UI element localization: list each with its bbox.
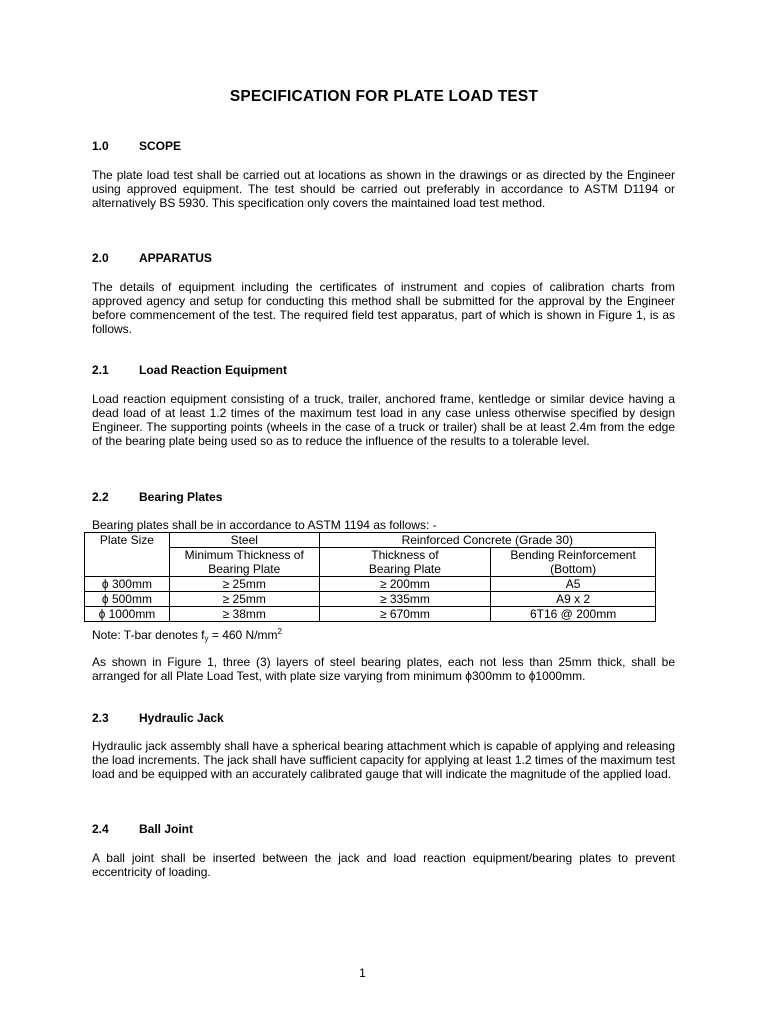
section-number: 2.2 — [92, 490, 109, 504]
hydraulic-jack-paragraph: Hydraulic jack assembly shall have a spherical bearing attachment which is capable of applying and releasing the load increments. The jack shall have sufficient capacity for applying at least 1.2 times of the maximum test load and be equipped with an accurately calibrated gauge that will indicate the magnitude of the applied load. — [92, 739, 675, 781]
table-note — [92, 627, 282, 643]
table-row — [85, 607, 656, 622]
header-bending: Bending Reinforcement — [491, 548, 656, 563]
table-cell: ϕ 300mm — [85, 577, 170, 592]
section-number: 2.3 — [92, 711, 109, 725]
section-heading-hydraulic-jack — [92, 711, 224, 725]
page-number: 1 — [359, 966, 366, 980]
table-subheader-row-2 — [85, 562, 656, 577]
table-cell: A5 — [491, 577, 656, 592]
header-steel: Steel — [169, 533, 319, 548]
load-reaction-paragraph: Load reaction equipment consisting of a truck, trailer, anchored frame, kentledge or similar device having a dead load of at least 1.2 times of the maximum test load in any case unless otherwise specified by design Engineer. The supporting points (wheels in the case of a truck or trailer) shall be at least 2.4m from the edge of the bearing plate being used so as to reduce the influence of the results to a tolerable level. — [92, 392, 675, 448]
section-title: Bearing Plates — [139, 490, 223, 504]
table-cell: ≥ 25mm — [169, 577, 319, 592]
bearing-plate-table — [84, 532, 656, 622]
table-row — [85, 577, 656, 592]
header-plate-size: Plate Size — [85, 533, 170, 548]
header-plate-size-blank — [85, 548, 170, 563]
note-superscript: 2 — [277, 627, 282, 636]
apparatus-paragraph: The details of equipment including the certificates of instrument and copies of calibration charts from approved agency and setup for conducting this method shall be submitted for the approval by the Engineer before commencement of the test. The required field test apparatus, part of which is shown in Figure 1, is as follows. — [92, 280, 675, 336]
note-subscript: y — [204, 634, 209, 643]
section-number: 2.0 — [92, 251, 109, 265]
note-value: = 460 N/mm — [208, 628, 278, 642]
bearing-plates-paragraph: As shown in Figure 1, three (3) layers of steel bearing plates, each not less than 25mm thick, shall be arranged for all Plate Load Test, with plate size varying from minimum ϕ300mm to ϕ1000mm. — [92, 655, 675, 683]
section-title: Load Reaction Equipment — [139, 363, 288, 377]
header-bending-2: (Bottom) — [491, 562, 656, 577]
section-heading-scope — [92, 139, 181, 153]
section-title: SCOPE — [139, 139, 182, 153]
section-heading-ball-joint — [92, 822, 193, 836]
section-number: 2.4 — [92, 822, 109, 836]
section-number: 2.1 — [92, 363, 109, 377]
table-subheader-row — [85, 548, 656, 563]
table-cell: ≥ 38mm — [169, 607, 319, 622]
section-heading-load-reaction — [92, 363, 287, 377]
header-min-thickness-2: Bearing Plate — [169, 562, 319, 577]
bearing-plates-intro: Bearing plates shall be in accordance to ASTM 1194 as follows: - — [92, 518, 437, 532]
document-title: SPECIFICATION FOR PLATE LOAD TEST — [229, 88, 539, 105]
section-heading-apparatus — [92, 251, 212, 265]
header-reinforced-concrete: Reinforced Concrete (Grade 30) — [319, 533, 655, 548]
table-cell: ≥ 335mm — [319, 592, 491, 607]
table-cell: ≥ 670mm — [319, 607, 491, 622]
section-title: Ball Joint — [139, 822, 194, 836]
section-title: APPARATUS — [139, 251, 212, 265]
ball-joint-paragraph: A ball joint shall be inserted between the jack and load reaction equipment/bearing plates to prevent eccentricity of loading. — [92, 851, 675, 879]
note-prefix: Note: T-bar denotes f — [92, 628, 205, 642]
table-cell: ≥ 25mm — [169, 592, 319, 607]
header-plate-size-blank-2 — [85, 562, 170, 577]
table-cell: A9 x 2 — [491, 592, 656, 607]
table-header-row — [85, 533, 656, 548]
table-cell: 6T16 @ 200mm — [491, 607, 656, 622]
section-heading-bearing-plates — [92, 490, 222, 504]
scope-paragraph: The plate load test shall be carried out at locations as shown in the drawings or as directed by the Engineer using approved equipment. The test should be carried out preferably in accordance to ASTM D1194 or alternatively BS 5930. This specification only covers the maintained load test method. — [92, 168, 675, 210]
section-number: 1.0 — [92, 139, 109, 153]
header-min-thickness: Minimum Thickness of — [169, 548, 319, 563]
table-row — [85, 592, 656, 607]
table-cell: ϕ 500mm — [85, 592, 170, 607]
table-cell: ≥ 200mm — [319, 577, 491, 592]
table-cell: ϕ 1000mm — [85, 607, 170, 622]
header-thickness-2: Bearing Plate — [319, 562, 491, 577]
section-title: Hydraulic Jack — [139, 711, 224, 725]
header-thickness: Thickness of — [319, 548, 491, 563]
